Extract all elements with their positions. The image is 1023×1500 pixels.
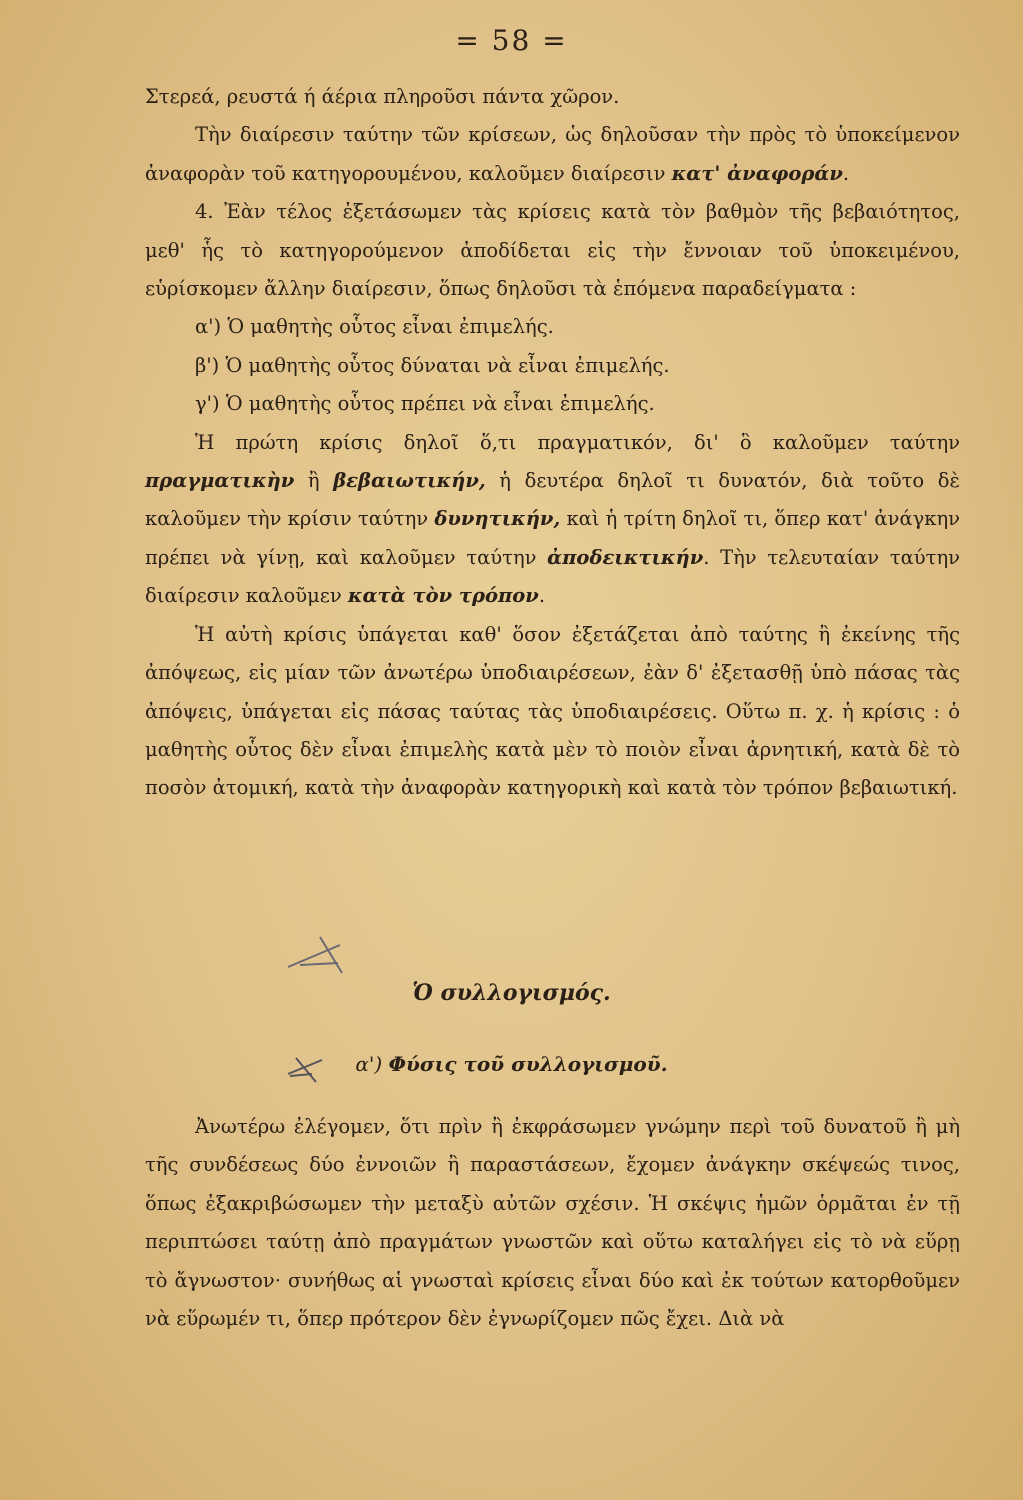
main-text-block xyxy=(145,78,960,808)
term-relation: κατ' ἀναφοράν xyxy=(671,161,843,185)
page-number: = 58 = xyxy=(455,24,568,57)
paragraph-text: . Τὴν τελευταίαν ταύτην διαίρεσιν καλοῦμεν xyxy=(145,545,960,608)
term-possible: δυνητικήν, xyxy=(434,507,561,531)
paragraph-text: . xyxy=(538,584,546,608)
subsection-text: Φύσις τοῦ συλλογισμοῦ. xyxy=(388,1052,668,1076)
paragraph-example-analysis: Ἡ αὐτὴ κρίσις ὑπάγεται καθ' ὅσον ἐξετάζεται ἀπὸ ταύτης ἢ ἐκείνης τῆς ἀπόψεως, εἰς μίαν τῶν ἀνωτέρω ὑποδιαιρέσεων, ἐὰν δ' ἐξετασθῇ ὑπὸ πάσας τὰς ἀπόψεις, ὑπάγεται εἰς πάσας ταύτας τὰς ὑποδιαιρέσεις. Οὕτω π. χ. ἡ κρίσις : ὁ μαθητὴς οὗτος δὲν εἶναι ἐπιμελὴς κατὰ μὲν τὸ ποιὸν εἶναι ἀρνητική, κατὰ δὲ τὸ ποσὸν ἀτομική, κατὰ τὴν ἀναφορὰν κατηγορικὴ καὶ κατὰ τὸν τρόπον βεβαιωτική. xyxy=(145,622,960,800)
paragraph-modality: 4. Ἐὰν τέλος ἐξετάσωμεν τὰς κρίσεις κατὰ τὸν βαθμὸν τῆς βεβαιότητος, μεθ' ἧς τὸ κατηγορούμενον ἀποδίδεται εἰς τὴν ἔννοιαν τοῦ ὑποκειμένου, εὑρίσκομεν ἄλλην διαίρεσιν, ὅπως δηλοῦσι τὰ ἑπόμενα παραδείγματα : xyxy=(145,200,960,301)
example-2: β') Ὁ μαθητὴς οὗτος δύναται νὰ εἶναι ἐπιμελής. xyxy=(195,353,670,377)
paragraph-text: Ἡ πρώτη κρίσις δηλοῖ ὅ,τι πραγματικόν, δι' ὃ καλοῦμεν ταύτην xyxy=(195,430,960,454)
term-assertoric: βεβαιωτικήν, xyxy=(333,469,486,493)
paragraph-text: ἢ xyxy=(294,469,334,493)
paragraph-text: . xyxy=(842,161,850,185)
syllogism-text-block xyxy=(145,1108,960,1338)
paragraph-text: καὶ ἡ τρίτη δηλοῖ τι, ὅπερ κατ' ἀνάγκην πρέπει νὰ γίνῃ, καὶ καλοῦμεν ταύτην xyxy=(145,507,960,569)
paragraph-text: Τὴν διαίρεσιν ταύτην τῶν κρίσεων, ὡς δηλοῦσαν τὴν πρὸς τὸ ὑποκείμενον ἀναφορὰν τοῦ κατηγορουμένου, καλοῦμεν διαίρεσιν xyxy=(145,123,960,185)
section-title: Ὁ συλλογισμός. xyxy=(412,980,611,1006)
example-1: α') Ὁ μαθητὴς οὗτος εἶναι ἐπιμελής. xyxy=(195,315,554,339)
term-actual: πραγματικὴν xyxy=(145,469,295,493)
paragraph-relation xyxy=(145,116,960,193)
example-3: γ') Ὁ μαθητὴς οὗτος πρέπει νὰ εἶναι ἐπιμελής. xyxy=(195,392,655,416)
paragraph-text: ἡ δευτέρα δηλοῖ τι δυνατόν, διὰ τοῦτο δὲ καλοῦμεν τὴν κρίσιν ταύτην xyxy=(145,469,960,531)
term-apodictic: ἀποδεικτικήν xyxy=(547,545,704,569)
term-modality: κατὰ τὸν τρόπον xyxy=(347,584,539,608)
paragraph-syllogism: Ἀνωτέρω ἐλέγομεν, ὅτι πρὶν ἢ ἐκφράσωμεν γνώμην περὶ τοῦ δυνατοῦ ἢ μὴ τῆς συνδέσεως δύο ἐννοιῶν ἢ παραστάσεων, ἔχομεν ἀνάγκην σκέψεώς τινος, ὅπως ἐξακριβώσωμεν τὴν μεταξὺ αὐτῶν σχέσιν. Ἡ σκέψις ἡμῶν ὁρμᾶται ἐν τῇ περιπτώσει ταύτῃ ἀπὸ πραγμάτων γνωστῶν καὶ οὕτω καταλήγει εἰς τὸ νὰ εὕρῃ τὸ ἄγνωστον· συνήθως αἱ γνωσταὶ κρίσεις εἶναι δύο καὶ ἐκ τούτων κατορθοῦμεν νὰ εὕρωμέν τι, ὅπερ πρότερον δὲν ἐγνωρίζομεν πῶς ἔχει. Διὰ νὰ xyxy=(145,1115,960,1331)
pencil-mark-icon xyxy=(280,915,360,985)
subsection-number: α') xyxy=(355,1052,389,1076)
subsection-title xyxy=(0,1052,1023,1076)
text-line-continuation: Στερεά, ρευστά ή άέρια πληροῦσι πάντα χῶρον. xyxy=(145,85,620,108)
paragraph-definitions xyxy=(145,424,960,616)
